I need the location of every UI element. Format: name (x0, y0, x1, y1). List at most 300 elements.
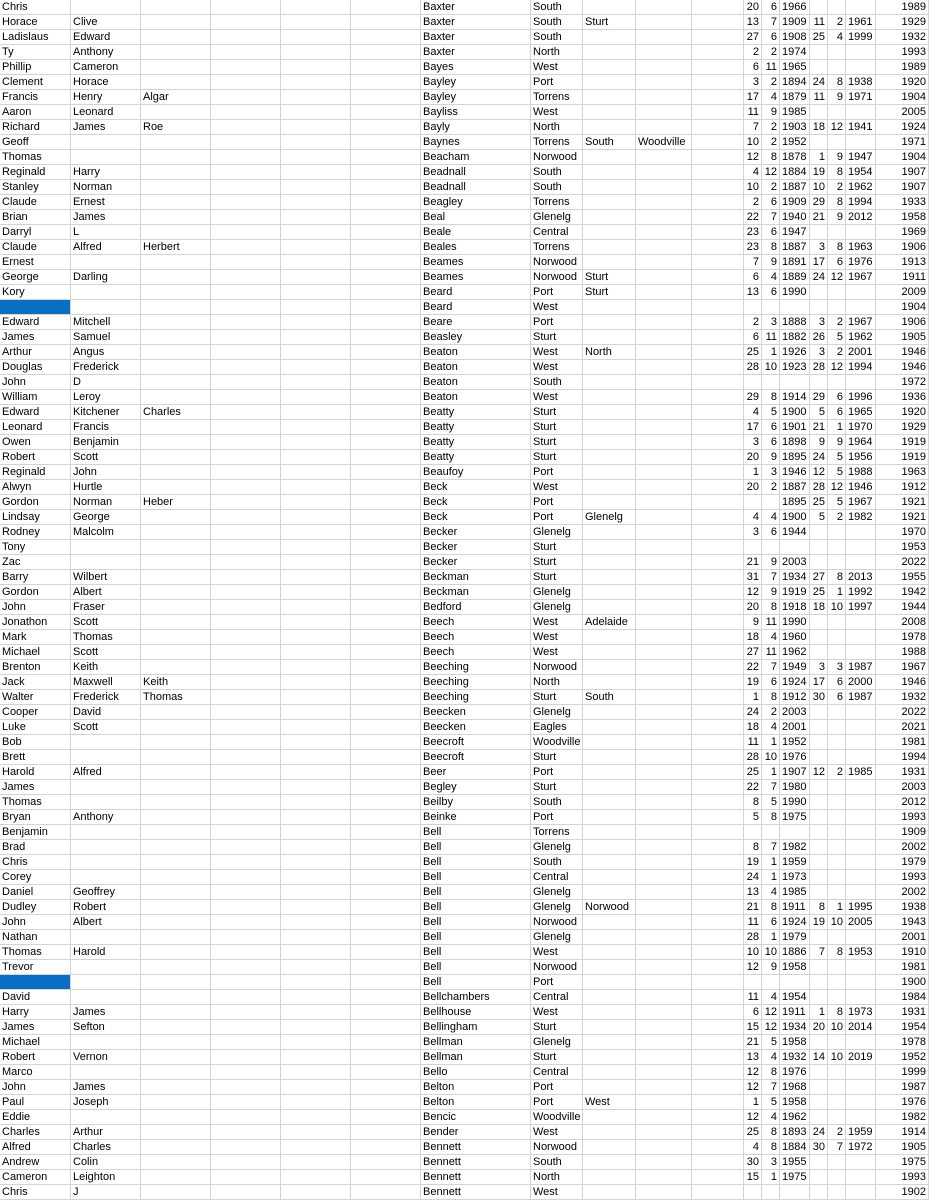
third-name-cell[interactable] (141, 270, 211, 285)
third-name-cell[interactable] (141, 960, 211, 975)
birth-day-cell[interactable]: 28 (744, 750, 762, 765)
empty-cell[interactable] (692, 1170, 744, 1185)
empty-cell[interactable] (281, 900, 351, 915)
first-name-cell[interactable]: Nathan (0, 930, 71, 945)
surname-cell[interactable]: Bennett (421, 1185, 531, 1200)
surname-cell[interactable]: Beeching (421, 660, 531, 675)
club-cell[interactable]: West (531, 360, 583, 375)
club-cell[interactable] (636, 0, 692, 15)
third-name-cell[interactable] (141, 450, 211, 465)
birth-day-cell[interactable]: 1 (744, 690, 762, 705)
empty-cell[interactable] (351, 165, 421, 180)
club-cell[interactable] (583, 390, 636, 405)
empty-cell[interactable] (281, 615, 351, 630)
birth-month-cell[interactable]: 4 (762, 990, 780, 1005)
death-year-cell[interactable] (846, 45, 876, 60)
birth-day-cell[interactable]: 3 (744, 525, 762, 540)
third-name-cell[interactable] (141, 300, 211, 315)
death-day-cell[interactable] (810, 975, 828, 990)
third-name-cell[interactable] (141, 630, 211, 645)
empty-cell[interactable] (281, 90, 351, 105)
empty-cell[interactable] (211, 1140, 281, 1155)
empty-cell[interactable] (692, 1095, 744, 1110)
empty-cell[interactable] (281, 420, 351, 435)
club-cell[interactable] (583, 1050, 636, 1065)
empty-cell[interactable] (692, 465, 744, 480)
club-cell[interactable] (583, 90, 636, 105)
birth-month-cell[interactable]: 7 (762, 570, 780, 585)
birth-year-cell[interactable]: 1990 (780, 615, 810, 630)
club-cell[interactable]: Torrens (531, 90, 583, 105)
club-cell[interactable] (583, 1125, 636, 1140)
empty-cell[interactable] (692, 690, 744, 705)
club-cell[interactable] (636, 465, 692, 480)
club-cell[interactable] (636, 1125, 692, 1140)
birth-month-cell[interactable]: 5 (762, 1035, 780, 1050)
third-name-cell[interactable] (141, 285, 211, 300)
birth-month-cell[interactable]: 9 (762, 450, 780, 465)
club-cell[interactable]: Central (531, 1065, 583, 1080)
club-cell[interactable] (636, 480, 692, 495)
surname-cell[interactable]: Beaton (421, 360, 531, 375)
death-day-cell[interactable] (810, 855, 828, 870)
club-cell[interactable]: Glenelg (583, 510, 636, 525)
birth-year-cell[interactable]: 1985 (780, 885, 810, 900)
empty-cell[interactable] (692, 885, 744, 900)
second-name-cell[interactable]: Harold (71, 945, 141, 960)
club-cell[interactable]: South (531, 855, 583, 870)
empty-cell[interactable] (351, 705, 421, 720)
debut-year-cell[interactable]: 1981 (876, 735, 929, 750)
surname-cell[interactable]: Beadnall (421, 165, 531, 180)
second-name-cell[interactable]: Scott (71, 615, 141, 630)
second-name-cell[interactable]: Darling (71, 270, 141, 285)
club-cell[interactable] (583, 45, 636, 60)
birth-month-cell[interactable]: 10 (762, 750, 780, 765)
club-cell[interactable] (636, 720, 692, 735)
death-day-cell[interactable]: 21 (810, 210, 828, 225)
empty-cell[interactable] (281, 1050, 351, 1065)
empty-cell[interactable] (281, 1125, 351, 1140)
empty-cell[interactable] (351, 180, 421, 195)
third-name-cell[interactable] (141, 840, 211, 855)
surname-cell[interactable]: Begley (421, 780, 531, 795)
death-year-cell[interactable]: 2001 (846, 345, 876, 360)
first-name-cell[interactable]: Cooper (0, 705, 71, 720)
birth-day-cell[interactable] (744, 375, 762, 390)
second-name-cell[interactable] (71, 975, 141, 990)
debut-year-cell[interactable]: 1932 (876, 30, 929, 45)
club-cell[interactable] (583, 180, 636, 195)
birth-day-cell[interactable]: 11 (744, 915, 762, 930)
death-year-cell[interactable]: 1956 (846, 450, 876, 465)
empty-cell[interactable] (351, 420, 421, 435)
club-cell[interactable] (583, 360, 636, 375)
club-cell[interactable]: Glenelg (531, 930, 583, 945)
second-name-cell[interactable]: James (71, 1080, 141, 1095)
death-month-cell[interactable] (828, 285, 846, 300)
empty-cell[interactable] (351, 810, 421, 825)
debut-year-cell[interactable]: 1976 (876, 1095, 929, 1110)
surname-cell[interactable]: Bell (421, 975, 531, 990)
surname-cell[interactable]: Beech (421, 645, 531, 660)
empty-cell[interactable] (351, 225, 421, 240)
birth-day-cell[interactable]: 20 (744, 480, 762, 495)
birth-day-cell[interactable]: 2 (744, 195, 762, 210)
empty-cell[interactable] (211, 480, 281, 495)
club-cell[interactable]: Port (531, 1095, 583, 1110)
first-name-cell[interactable]: Brenton (0, 660, 71, 675)
empty-cell[interactable] (692, 630, 744, 645)
death-month-cell[interactable]: 2 (828, 315, 846, 330)
birth-day-cell[interactable] (744, 495, 762, 510)
empty-cell[interactable] (211, 825, 281, 840)
club-cell[interactable]: Torrens (531, 240, 583, 255)
debut-year-cell[interactable]: 1912 (876, 480, 929, 495)
empty-cell[interactable] (281, 510, 351, 525)
death-month-cell[interactable]: 1 (828, 585, 846, 600)
death-month-cell[interactable] (828, 810, 846, 825)
empty-cell[interactable] (692, 300, 744, 315)
club-cell[interactable] (583, 435, 636, 450)
empty-cell[interactable] (692, 915, 744, 930)
club-cell[interactable] (636, 45, 692, 60)
empty-cell[interactable] (281, 1065, 351, 1080)
third-name-cell[interactable] (141, 420, 211, 435)
birth-month-cell[interactable]: 2 (762, 120, 780, 135)
empty-cell[interactable] (211, 720, 281, 735)
empty-cell[interactable] (281, 525, 351, 540)
empty-cell[interactable] (351, 360, 421, 375)
death-year-cell[interactable] (846, 855, 876, 870)
empty-cell[interactable] (351, 30, 421, 45)
death-year-cell[interactable] (846, 285, 876, 300)
debut-year-cell[interactable]: 1954 (876, 1020, 929, 1035)
debut-year-cell[interactable]: 2012 (876, 795, 929, 810)
birth-year-cell[interactable]: 1909 (780, 15, 810, 30)
debut-year-cell[interactable]: 1924 (876, 120, 929, 135)
first-name-cell[interactable]: Andrew (0, 1155, 71, 1170)
birth-year-cell[interactable]: 1959 (780, 855, 810, 870)
club-cell[interactable] (583, 840, 636, 855)
surname-cell[interactable]: Beech (421, 630, 531, 645)
club-cell[interactable]: Central (531, 870, 583, 885)
death-day-cell[interactable]: 17 (810, 255, 828, 270)
club-cell[interactable] (636, 750, 692, 765)
empty-cell[interactable] (351, 765, 421, 780)
empty-cell[interactable] (692, 105, 744, 120)
birth-day-cell[interactable]: 4 (744, 510, 762, 525)
death-month-cell[interactable] (828, 555, 846, 570)
death-day-cell[interactable] (810, 525, 828, 540)
club-cell[interactable] (583, 630, 636, 645)
empty-cell[interactable] (281, 225, 351, 240)
empty-cell[interactable] (211, 975, 281, 990)
death-day-cell[interactable]: 12 (810, 465, 828, 480)
club-cell[interactable] (583, 375, 636, 390)
birth-month-cell[interactable]: 8 (762, 150, 780, 165)
empty-cell[interactable] (281, 255, 351, 270)
empty-cell[interactable] (351, 990, 421, 1005)
club-cell[interactable]: Glenelg (531, 1035, 583, 1050)
death-year-cell[interactable]: 1954 (846, 165, 876, 180)
death-day-cell[interactable]: 11 (810, 15, 828, 30)
surname-cell[interactable]: Beaton (421, 375, 531, 390)
death-year-cell[interactable]: 1970 (846, 420, 876, 435)
empty-cell[interactable] (281, 45, 351, 60)
first-name-cell[interactable]: Claude (0, 240, 71, 255)
death-month-cell[interactable] (828, 855, 846, 870)
empty-cell[interactable] (211, 315, 281, 330)
first-name-cell[interactable]: Michael (0, 645, 71, 660)
empty-cell[interactable] (211, 630, 281, 645)
death-month-cell[interactable] (828, 720, 846, 735)
debut-year-cell[interactable]: 1984 (876, 990, 929, 1005)
empty-cell[interactable] (351, 645, 421, 660)
empty-cell[interactable] (281, 1095, 351, 1110)
birth-month-cell[interactable]: 11 (762, 60, 780, 75)
first-name-cell[interactable]: Thomas (0, 945, 71, 960)
death-year-cell[interactable]: 1938 (846, 75, 876, 90)
empty-cell[interactable] (692, 1110, 744, 1125)
birth-month-cell[interactable]: 1 (762, 735, 780, 750)
third-name-cell[interactable] (141, 255, 211, 270)
surname-cell[interactable]: Bell (421, 900, 531, 915)
club-cell[interactable] (583, 540, 636, 555)
empty-cell[interactable] (211, 810, 281, 825)
empty-cell[interactable] (211, 1170, 281, 1185)
empty-cell[interactable] (211, 855, 281, 870)
death-day-cell[interactable]: 8 (810, 900, 828, 915)
club-cell[interactable]: Port (531, 810, 583, 825)
death-year-cell[interactable]: 1997 (846, 600, 876, 615)
empty-cell[interactable] (281, 180, 351, 195)
second-name-cell[interactable]: Francis (71, 420, 141, 435)
surname-cell[interactable]: Bender (421, 1125, 531, 1140)
death-year-cell[interactable] (846, 135, 876, 150)
debut-year-cell[interactable]: 1989 (876, 60, 929, 75)
death-day-cell[interactable] (810, 705, 828, 720)
club-cell[interactable] (636, 915, 692, 930)
empty-cell[interactable] (692, 750, 744, 765)
empty-cell[interactable] (211, 240, 281, 255)
death-year-cell[interactable] (846, 795, 876, 810)
birth-month-cell[interactable]: 6 (762, 285, 780, 300)
empty-cell[interactable] (351, 1140, 421, 1155)
club-cell[interactable]: Norwood (531, 960, 583, 975)
club-cell[interactable]: Port (531, 75, 583, 90)
birth-year-cell[interactable]: 1924 (780, 675, 810, 690)
death-year-cell[interactable] (846, 960, 876, 975)
club-cell[interactable] (636, 1005, 692, 1020)
club-cell[interactable] (636, 630, 692, 645)
second-name-cell[interactable]: Samuel (71, 330, 141, 345)
club-cell[interactable]: Port (531, 1080, 583, 1095)
third-name-cell[interactable] (141, 585, 211, 600)
birth-year-cell[interactable]: 1911 (780, 1005, 810, 1020)
birth-year-cell[interactable]: 1911 (780, 900, 810, 915)
empty-cell[interactable] (211, 165, 281, 180)
death-year-cell[interactable] (846, 1155, 876, 1170)
second-name-cell[interactable] (71, 1110, 141, 1125)
birth-year-cell[interactable]: 1888 (780, 315, 810, 330)
second-name-cell[interactable]: Leonard (71, 105, 141, 120)
club-cell[interactable] (636, 585, 692, 600)
club-cell[interactable] (636, 945, 692, 960)
debut-year-cell[interactable]: 1904 (876, 150, 929, 165)
birth-month-cell[interactable]: 2 (762, 135, 780, 150)
death-day-cell[interactable] (810, 45, 828, 60)
empty-cell[interactable] (281, 210, 351, 225)
birth-day-cell[interactable]: 18 (744, 720, 762, 735)
empty-cell[interactable] (211, 0, 281, 15)
death-month-cell[interactable] (828, 885, 846, 900)
empty-cell[interactable] (351, 750, 421, 765)
empty-cell[interactable] (351, 60, 421, 75)
club-cell[interactable]: Sturt (531, 330, 583, 345)
birth-year-cell[interactable]: 1975 (780, 810, 810, 825)
debut-year-cell[interactable]: 2022 (876, 705, 929, 720)
birth-month-cell[interactable]: 2 (762, 75, 780, 90)
club-cell[interactable] (636, 60, 692, 75)
empty-cell[interactable] (692, 870, 744, 885)
third-name-cell[interactable] (141, 435, 211, 450)
empty-cell[interactable] (692, 330, 744, 345)
club-cell[interactable] (636, 225, 692, 240)
death-day-cell[interactable]: 19 (810, 165, 828, 180)
birth-month-cell[interactable]: 7 (762, 780, 780, 795)
birth-year-cell[interactable]: 1886 (780, 945, 810, 960)
birth-day-cell[interactable]: 8 (744, 840, 762, 855)
death-year-cell[interactable] (846, 105, 876, 120)
empty-cell[interactable] (692, 555, 744, 570)
birth-month-cell[interactable]: 8 (762, 1065, 780, 1080)
death-month-cell[interactable] (828, 960, 846, 975)
debut-year-cell[interactable]: 1929 (876, 420, 929, 435)
death-month-cell[interactable]: 2 (828, 510, 846, 525)
debut-year-cell[interactable]: 1909 (876, 825, 929, 840)
death-day-cell[interactable] (810, 1080, 828, 1095)
club-cell[interactable]: West (531, 945, 583, 960)
birth-day-cell[interactable]: 12 (744, 1110, 762, 1125)
birth-year-cell[interactable]: 1947 (780, 225, 810, 240)
birth-day-cell[interactable]: 13 (744, 15, 762, 30)
empty-cell[interactable] (211, 990, 281, 1005)
first-name-cell[interactable]: Marco (0, 1065, 71, 1080)
third-name-cell[interactable] (141, 210, 211, 225)
empty-cell[interactable] (351, 855, 421, 870)
club-cell[interactable] (583, 495, 636, 510)
surname-cell[interactable]: Bedford (421, 600, 531, 615)
empty-cell[interactable] (351, 1065, 421, 1080)
death-day-cell[interactable]: 3 (810, 240, 828, 255)
first-name-cell[interactable]: Horace (0, 15, 71, 30)
surname-cell[interactable]: Bennett (421, 1155, 531, 1170)
empty-cell[interactable] (351, 480, 421, 495)
empty-cell[interactable] (281, 75, 351, 90)
first-name-cell[interactable]: Alwyn (0, 480, 71, 495)
death-day-cell[interactable] (810, 780, 828, 795)
first-name-cell[interactable]: Reginald (0, 165, 71, 180)
death-month-cell[interactable] (828, 975, 846, 990)
empty-cell[interactable] (211, 870, 281, 885)
club-cell[interactable]: Torrens (531, 195, 583, 210)
birth-month-cell[interactable] (762, 495, 780, 510)
surname-cell[interactable]: Bell (421, 960, 531, 975)
death-day-cell[interactable]: 5 (810, 510, 828, 525)
club-cell[interactable]: West (531, 1185, 583, 1200)
club-cell[interactable]: Port (531, 495, 583, 510)
club-cell[interactable]: West (531, 645, 583, 660)
death-year-cell[interactable] (846, 1035, 876, 1050)
first-name-cell[interactable]: Corey (0, 870, 71, 885)
first-name-cell[interactable]: John (0, 915, 71, 930)
death-month-cell[interactable] (828, 1065, 846, 1080)
club-cell[interactable]: West (531, 300, 583, 315)
club-cell[interactable] (583, 765, 636, 780)
death-month-cell[interactable] (828, 645, 846, 660)
birth-day-cell[interactable]: 31 (744, 570, 762, 585)
empty-cell[interactable] (281, 930, 351, 945)
empty-cell[interactable] (211, 780, 281, 795)
club-cell[interactable]: Port (531, 975, 583, 990)
club-cell[interactable] (636, 885, 692, 900)
club-cell[interactable] (636, 105, 692, 120)
first-name-cell[interactable]: Luke (0, 720, 71, 735)
surname-cell[interactable]: Beagley (421, 195, 531, 210)
death-day-cell[interactable]: 1 (810, 1005, 828, 1020)
club-cell[interactable]: Port (531, 765, 583, 780)
death-year-cell[interactable]: 1965 (846, 405, 876, 420)
death-year-cell[interactable] (846, 975, 876, 990)
death-month-cell[interactable] (828, 1095, 846, 1110)
birth-day-cell[interactable]: 20 (744, 0, 762, 15)
club-cell[interactable] (583, 705, 636, 720)
debut-year-cell[interactable]: 1900 (876, 975, 929, 990)
birth-day-cell[interactable]: 19 (744, 855, 762, 870)
first-name-cell[interactable]: John (0, 1080, 71, 1095)
club-cell[interactable] (636, 120, 692, 135)
empty-cell[interactable] (692, 675, 744, 690)
club-cell[interactable] (583, 915, 636, 930)
club-cell[interactable]: Glenelg (531, 840, 583, 855)
birth-year-cell[interactable]: 1949 (780, 660, 810, 675)
death-year-cell[interactable] (846, 630, 876, 645)
second-name-cell[interactable] (71, 825, 141, 840)
empty-cell[interactable] (281, 690, 351, 705)
second-name-cell[interactable]: Scott (71, 720, 141, 735)
empty-cell[interactable] (211, 60, 281, 75)
birth-month-cell[interactable]: 4 (762, 630, 780, 645)
empty-cell[interactable] (692, 60, 744, 75)
birth-month-cell[interactable]: 6 (762, 30, 780, 45)
death-year-cell[interactable]: 1994 (846, 195, 876, 210)
death-day-cell[interactable]: 9 (810, 435, 828, 450)
death-month-cell[interactable]: 8 (828, 165, 846, 180)
death-year-cell[interactable] (846, 705, 876, 720)
death-year-cell[interactable] (846, 1080, 876, 1095)
birth-day-cell[interactable]: 10 (744, 945, 762, 960)
first-name-cell[interactable]: Richard (0, 120, 71, 135)
death-year-cell[interactable] (846, 525, 876, 540)
debut-year-cell[interactable]: 1919 (876, 450, 929, 465)
first-name-cell[interactable]: Douglas (0, 360, 71, 375)
empty-cell[interactable] (351, 15, 421, 30)
death-year-cell[interactable] (846, 555, 876, 570)
club-cell[interactable] (583, 1020, 636, 1035)
debut-year-cell[interactable]: 1953 (876, 540, 929, 555)
birth-month-cell[interactable] (762, 300, 780, 315)
